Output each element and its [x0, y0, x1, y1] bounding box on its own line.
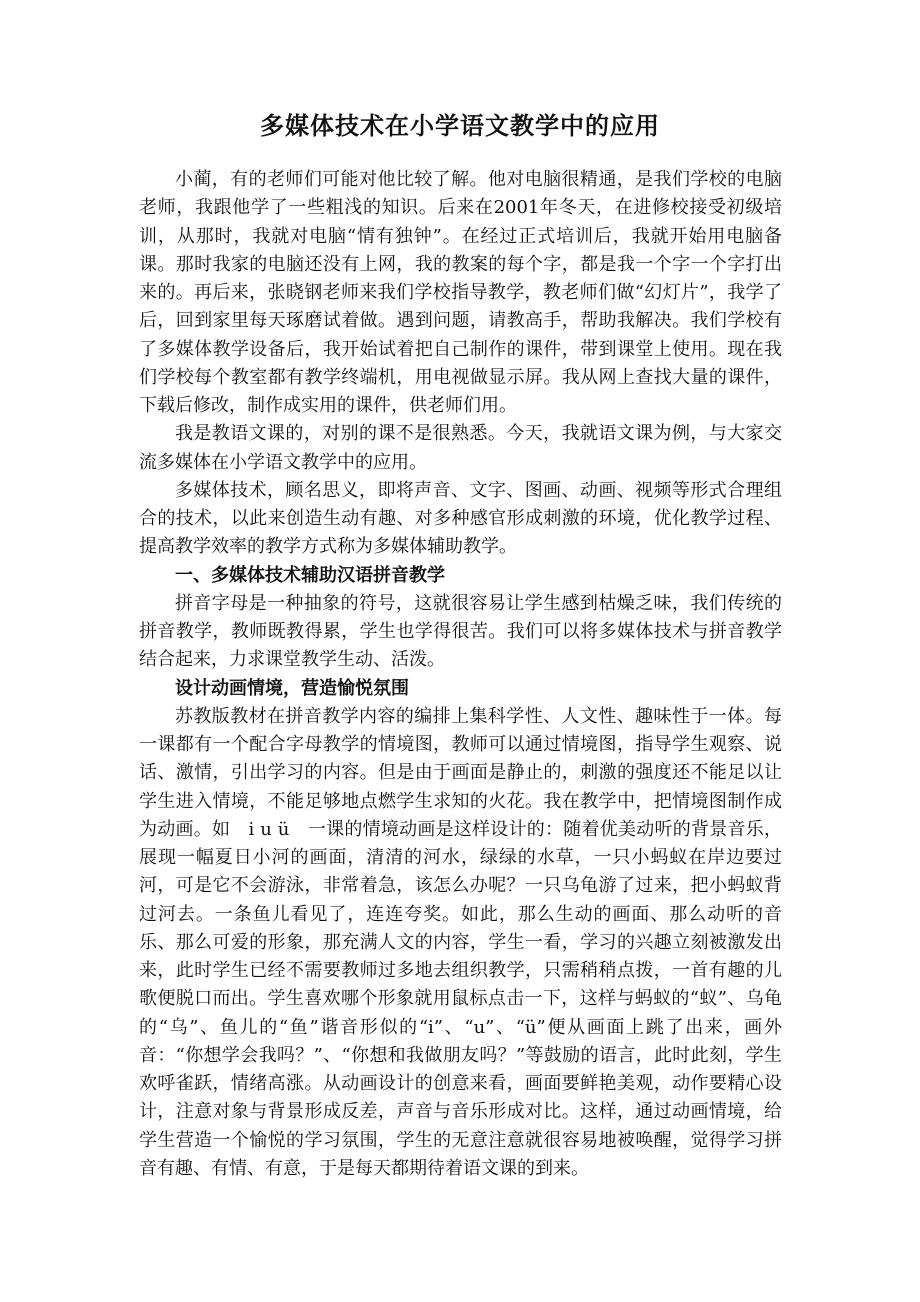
paragraph-chinese-class: 我是教语文课的，对别的课不是很熟悉。今天，我就语文课为例，与大家交流多媒体在小学语文教学中的应用。	[139, 423, 782, 473]
document-title: 多媒体技术在小学语文教学中的应用	[260, 111, 660, 140]
subheading-animation-scene: 设计动画情境，营造愉悦氛围	[175, 677, 409, 699]
section-heading-pinyin: 一、多媒体技术辅助汉语拼音教学	[175, 564, 445, 586]
document-body	[139, 166, 782, 1183]
paragraph-animation-example: 苏教版教材在拼音教学内容的编排上集科学性、人文性、趣味性于一体。每一课都有一个配合字母教学的情境图，教师可以通过情境图，指导学生观察、说话、激情，引出学习的内容。但是由于画面是静止的，刺激的强度还不能足以让学生进入情境，不能足够地点燃学生求知的火花。我在教学中，把情境图制作成为动画。如 i u ü 一课的情境动画是这样设计的：随着优美动听的背景音乐，展现一幅夏日小河的画面，清清的河水，绿绿的水草，一只小蚂蚁在岸边要过河，可是它不会游泳，非常着急，该怎么办呢？一只乌龟游了过来，把小蚂蚁背过河去。一条鱼儿看见了，连连夸奖。如此，那么生动的画面、那么动听的音乐、那么可爱的形象，那充满人文的内容，学生一看，学习的兴趣立刻被激发出来，此时学生已经不需要教师过多地去组织教学，只需稍稍点拨，一首有趣的儿歌便脱口而出。学生喜欢哪个形象就用鼠标点击一下，这样与蚂蚁的“蚁”、乌龟的“乌”、鱼儿的“鱼”谐音形似的“i”、“u”、“ü”便从画面上跳了出来，画外音：“你想学会我吗？”、“你想和我做朋友吗？”等鼓励的语言，此时此刻，学生欢呼雀跃，情绪高涨。从动画设计的创意来看，画面要鲜艳美观，动作要精心设计，注意对象与背景形成反差，声音与音乐形成对比。这样，通过动画情境，给学生营造一个愉悦的学习氛围，学生的无意注意就很容易地被唤醒，觉得学习拼音有趣、有情、有意，于是每天都期待着语文课的到来。	[139, 705, 782, 1179]
paragraph-multimedia-definition: 多媒体技术，顾名思义，即将声音、文字、图画、动画、视频等形式合理组合的技术，以此来创造生动有趣、对多种感官形成刺激的环境，优化教学过程、提高教学效率的教学方式称为多媒体辅助教学。	[139, 479, 782, 558]
paragraph-pinyin-letters: 拼音字母是一种抽象的符号，这就很容易让学生感到枯燥乏味，我们传统的拼音教学，教师既教得累，学生也学得很苦。我们可以将多媒体技术与拼音教学结合起来，力求课堂教学生动、活泼。	[139, 592, 782, 671]
paragraph-intro-xiaolin: 小蔺，有的老师们可能对他比较了解。他对电脑很精通，是我们学校的电脑老师，我跟他学了一些粗浅的知识。后来在2001年冬天，在进修校接受初级培训，从那时，我就对电脑“情有独钟”。在经过正式培训后，我就开始用电脑备课。那时我家的电脑还没有上网，我的教案的每个字，都是我一个字一个字打出来的。再后来，张晓钢老师来我们学校指导教学，教老师们做“幻灯片”，我学了后，回到家里每天琢磨试着做。遇到问题，请教高手，帮助我解决。我们学校有了多媒体教学设备后，我开始试着把自己制作的课件，带到课堂上使用。现在我们学校每个教室都有教学终端机，用电视做显示屏。我从网上查找大量的课件，下载后修改，制作成实用的课件，供老师们用。	[139, 169, 782, 416]
